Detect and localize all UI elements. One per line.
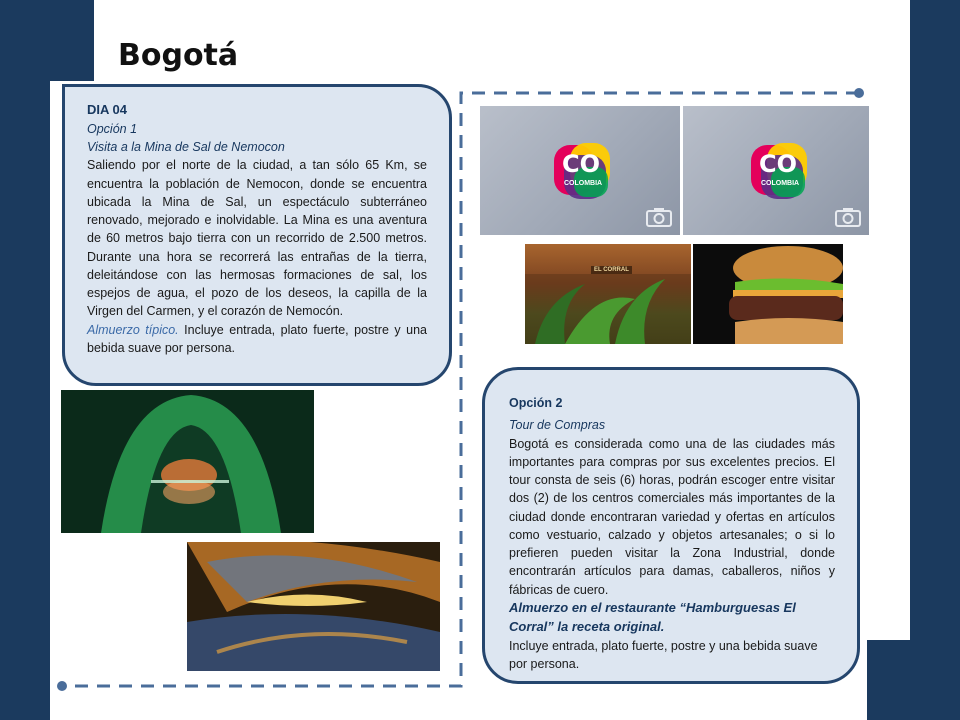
left-navy-strip xyxy=(0,81,50,720)
option1-lunch-text: Incluye entrada, plato fuerte, postre y una bebida suave por persona. xyxy=(87,322,427,355)
camera-icon xyxy=(835,207,861,227)
burger-image xyxy=(693,244,843,344)
option2-lunch-label: Almuerzo en el restaurante “Hamburguesas El Corral” la receta original. xyxy=(509,599,796,634)
left-navy-band xyxy=(0,0,94,81)
salt-mine-photo-1 xyxy=(61,390,314,533)
option2-lunch-text: Incluye entrada, plato fuerte, postre y una bebida suave por persona. xyxy=(509,638,818,671)
logo-big-text: CO xyxy=(759,150,798,178)
salt-mine-cave-image xyxy=(61,390,314,533)
option1-label: Opción 1 xyxy=(87,121,138,136)
option1-lunch-label: Almuerzo típico. xyxy=(87,322,179,337)
restaurant-sign: EL CORRAL xyxy=(591,266,632,274)
option1-tour-title: Visita a la Mina de Sal de Nemocon xyxy=(87,140,285,155)
page-title: Bogotá xyxy=(118,38,239,73)
option1-description: Saliendo por el norte de la ciudad, a tan sólo 65 Km, se encuentra la población de Nemocon, donde se encuentra ubicada la Mina de Sal, un espectáculo subterráneo renovado, mejorado e inolvidable. La Mina es una aventura de 60 metros bajo tierra con un recorrido de 2.500 metros. Durante una hora se recorrerá las entrañas de la tierra, deleitándose con las hermosas formaciones de sal, los espejos de agua, el pozo de los deseos, la capilla de la Virgen del Carmen, y el corazón de Nemocón. xyxy=(87,158,427,319)
right-navy-strip xyxy=(910,0,960,640)
day-label: DIA 04 xyxy=(87,102,127,117)
option1-panel xyxy=(62,84,452,386)
logo-big-text: CO xyxy=(562,150,601,178)
option2-description: Bogotá es considerada como una de las ciudades más importantes para compras por sus excelentes precios. El tour consta de seis (6) horas, podrán escoger entre visitar dos (2) de los centros comerciales más importantes de la ciudad donde encontraran variedad y ofertas en artículos como vestuario, calzado y objetos artesanales; o si lo prefieren pueden visitar la Zona Industrial, donde encontrarán artículos para damas, caballeros, niños y fábricas de cuero. xyxy=(509,436,835,597)
colombia-logo-image-2 xyxy=(683,106,869,235)
option2-label: Opción 2 xyxy=(509,396,563,410)
camera-icon xyxy=(646,207,672,227)
bottom-right-navy-block xyxy=(867,640,960,720)
restaurant-photo xyxy=(525,244,691,344)
salt-mine-photo-2 xyxy=(187,542,440,671)
logo-small-text: COLOMBIA xyxy=(761,180,800,187)
palm-trees-image xyxy=(525,244,691,344)
salt-mine-tunnel-image xyxy=(187,542,440,671)
logo-small-text: COLOMBIA xyxy=(564,180,603,187)
option1-lunch xyxy=(87,321,427,358)
burger-photo xyxy=(693,244,843,344)
option2-panel xyxy=(482,367,860,684)
option2-tour-title: Tour de Compras xyxy=(509,418,606,433)
colombia-logo-image-1 xyxy=(480,106,680,235)
